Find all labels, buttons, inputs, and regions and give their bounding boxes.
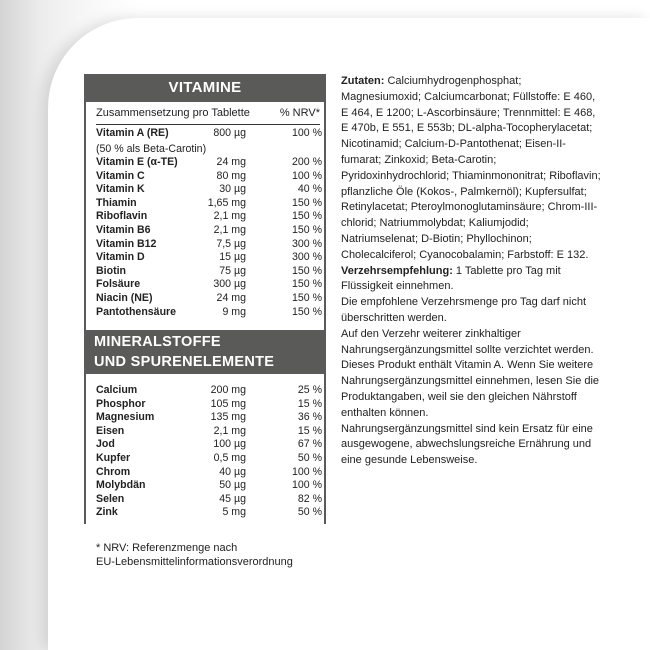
row-amount: 7,5 µg (216, 237, 246, 250)
row-amount: 0,5 mg (213, 451, 246, 464)
row-name: Riboflavin (96, 210, 148, 223)
row-nrv: 50 % (297, 451, 322, 464)
header-rule (96, 124, 320, 125)
row-amount: 105 mg (210, 397, 246, 410)
table-row (96, 425, 324, 439)
row-name: Zink (96, 506, 118, 519)
verzehr-text: 1 Tablette pro Tag mit Flüssigkeit einnehmen. (341, 264, 561, 293)
table-row (96, 197, 324, 211)
row-name: Vitamin B12 (96, 237, 157, 250)
panel-border-left (84, 102, 86, 330)
row-nrv: 150 % (291, 264, 322, 277)
table-row (96, 265, 324, 279)
table-row (96, 493, 324, 507)
row-nrv: 150 % (291, 196, 322, 209)
row-amount: 75 µg (219, 264, 246, 277)
row-name: Folsäure (96, 278, 141, 291)
table-row (96, 479, 324, 493)
row-amount: 135 mg (210, 411, 246, 424)
table-row (96, 224, 324, 238)
row-amount: 50 µg (219, 479, 246, 492)
nutrition-panel (84, 74, 326, 524)
table-row (96, 210, 324, 224)
row-nrv: 15 % (297, 424, 322, 437)
verzehr-label: Verzehrsempfehlung: (341, 264, 453, 277)
zutaten-label: Zutaten: (341, 75, 385, 87)
row-name: Chrom (96, 465, 131, 478)
row-nrv: 100 % (291, 169, 322, 182)
row-nrv: 150 % (291, 305, 322, 318)
row-name: Pantothensäure (96, 305, 177, 318)
row-amount: 45 µg (219, 492, 246, 505)
verzehr-paragraph (341, 264, 603, 296)
row-nrv: 50 % (297, 506, 322, 519)
row-name: Jod (96, 438, 115, 451)
vitamin-table (96, 156, 324, 319)
table-row (96, 384, 324, 398)
row-nrv: 67 % (297, 438, 322, 451)
mineralstoffe-title-line1: MINERALSTOFFE (94, 334, 221, 350)
row-amount: 9 mg (222, 305, 246, 318)
table-row (96, 398, 324, 412)
vitamine-heading (84, 74, 326, 102)
row-amount: 100 µg (213, 438, 246, 451)
table-row (96, 306, 324, 320)
row-nrv: 300 % (291, 251, 322, 264)
row-nrv: 300 % (291, 237, 322, 250)
table-row (96, 292, 324, 306)
row-amount: 800 µg (213, 127, 246, 139)
warning-max-dose: Die empfohlene Verzehrsmenge pro Tag darf nicht überschritten werden. (341, 296, 586, 324)
zutaten-text: Calciumhydrogenphosphat; Magnesiumoxid; Calciumcarbonat; Füllstoffe: E 460, E 464, E 1200; L-Ascorbinsäure; Trennmittel: E 468, E 470b, E 551, E 553b; DL-alpha-Tocopherylacetat; Nicotinamid; Calcium-D-Pantothenat; Eisen-II-fumarat; Zinkoxid; Beta-Carotin; Pyridoxinhydrochlorid; Thiaminmononitrat; Riboflavin; pflanzliche Öle (Kokos-, Palmkernöl); Kupfersulfat; Retinylacetat; Pteroylmonoglutaminsäure; Chrom-III-chlorid; Natriummolybdat; Kaliumjodid; Natriumselenat; D-Biotin; Phyllochinon; Cholecalciferol; Cyanocobalamin; Farbstoff: E 132. (341, 75, 601, 261)
row-name: Vitamin D (96, 251, 145, 264)
table-row (96, 438, 324, 452)
table-row (96, 238, 324, 252)
warning-no-substitute: Nahrungsergänzungsmittel sind kein Ersatz für eine ausgewogene, abwechslungsreiche Ernährung und eine gesunde Lebensweise. (341, 422, 593, 467)
row-amount: 30 µg (219, 183, 246, 196)
ingredients-panel (341, 74, 603, 469)
row-name: Vitamin E (α-TE) (96, 156, 178, 168)
table-row (96, 411, 324, 425)
row-amount: 2,1 mg (213, 424, 246, 437)
row-name: Phosphor (96, 397, 146, 410)
mineralstoffe-title-line2: UND SPURENELEMENTE (94, 354, 275, 370)
table-row (96, 452, 324, 466)
row-name: Selen (96, 492, 125, 505)
table-row (96, 156, 324, 170)
table-row (96, 506, 324, 520)
row-amount: 40 µg (219, 465, 246, 478)
row-amount: 1,65 mg (207, 196, 246, 209)
table-row (96, 183, 324, 197)
row-name: Biotin (96, 264, 127, 277)
row-nrv: 100 % (291, 479, 322, 492)
mineralstoffe-heading (84, 330, 326, 374)
row-amount: 2,1 mg (213, 210, 246, 223)
row-name: Magnesium (96, 411, 155, 424)
vitamine-title: VITAMINE (168, 79, 242, 96)
row-name: Niacin (NE) (96, 291, 153, 304)
row-name: Vitamin C (96, 169, 145, 182)
row-amount: 2,1 mg (213, 223, 246, 236)
row-nrv: 15 % (297, 397, 322, 410)
table-row (96, 170, 324, 184)
warning-zinc: Auf den Verzehr weiterer zinkhaltiger Nahrungsergänzungsmittel sollte verzichtet werden. Dieses Produkt enthält Vitamin A. Wenn Sie weitere Nahrungsergänzungsmittel einnehmen, lesen Sie die Produktangaben, weil sie den gleichen Nährstoff enthalten können. (341, 327, 600, 419)
row-amount: 5 mg (222, 506, 246, 519)
footnote-line1: * NRV: Referenzmenge nach (96, 542, 238, 554)
row-name: Molybdän (96, 479, 146, 492)
table-row (96, 127, 324, 141)
header-composition: Zusammensetzung pro Tablette (96, 107, 250, 119)
row-nrv: 100 % (291, 127, 322, 139)
vitamin-table-top (96, 127, 324, 141)
row-nrv: 150 % (291, 291, 322, 304)
row-amount: 300 µg (213, 278, 246, 291)
header-nrv: % NRV* (279, 107, 320, 119)
row-nrv: 25 % (297, 384, 322, 396)
row-nrv: 40 % (297, 183, 322, 196)
row-amount: 15 µg (219, 251, 246, 264)
footnote-line2: EU-Lebensmittelinformationsverordnung (96, 556, 293, 568)
row-name: Kupfer (96, 451, 131, 464)
row-nrv: 150 % (291, 278, 322, 291)
zutaten-paragraph (341, 74, 603, 264)
panel-border-left (84, 374, 86, 524)
row-nrv: 150 % (291, 210, 322, 223)
row-nrv: 200 % (291, 156, 322, 168)
row-name: Vitamin B6 (96, 223, 151, 236)
row-amount: 24 mg (216, 156, 246, 168)
row-name: Thiamin (96, 196, 137, 209)
panel-border-right (324, 102, 326, 330)
table-row (96, 278, 324, 292)
row-name: Calcium (96, 384, 138, 396)
panel-border-right (324, 374, 326, 524)
row-amount: 24 mg (216, 291, 246, 304)
row-nrv: 82 % (297, 492, 322, 505)
row-amount: 80 mg (216, 169, 246, 182)
mineral-table (96, 384, 324, 520)
beta-carotin-note: (50 % als Beta-Carotin) (96, 143, 207, 155)
row-amount: 200 mg (210, 384, 246, 396)
row-name: Eisen (96, 424, 125, 437)
row-name: Vitamin A (RE) (96, 127, 169, 139)
row-nrv: 100 % (291, 465, 322, 478)
row-nrv: 150 % (291, 223, 322, 236)
table-row (96, 466, 324, 480)
nrv-footnote (96, 541, 293, 569)
row-nrv: 36 % (297, 411, 322, 424)
row-name: Vitamin K (96, 183, 145, 196)
table-row (96, 251, 324, 265)
